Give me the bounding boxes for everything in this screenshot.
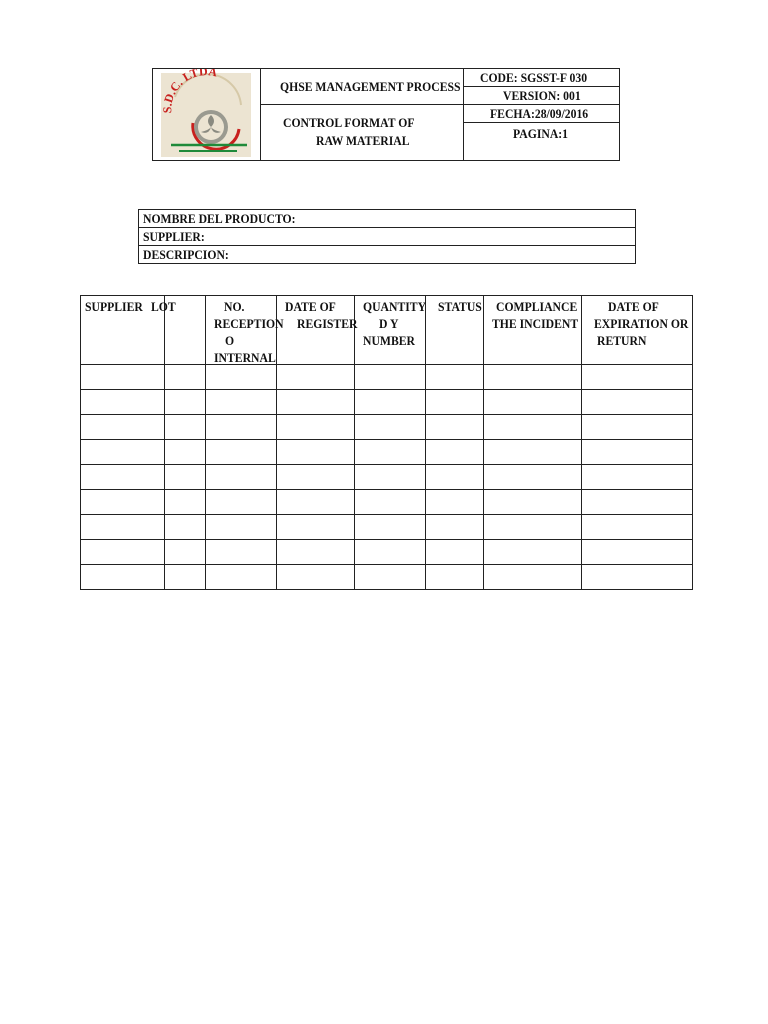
column-header-text: QUANTITY [363, 299, 427, 314]
table-row [81, 440, 693, 465]
product-info-box [138, 209, 636, 264]
cell-compliance[interactable] [484, 465, 582, 490]
column-header-text: EXPIRATION OR [594, 316, 689, 331]
column-header-text: O [225, 333, 235, 348]
column-header-lot [151, 296, 206, 365]
cell-compliance[interactable] [484, 365, 582, 390]
cell-status[interactable] [426, 440, 484, 465]
column-header-expiration [582, 296, 693, 365]
cell-date-register[interactable] [277, 390, 355, 415]
cell-quantity[interactable] [355, 565, 426, 590]
table-row [81, 365, 693, 390]
cell-date-register[interactable] [277, 415, 355, 440]
doc-version: VERSION: 001 [503, 88, 581, 103]
column-header-text: NUMBER [363, 333, 416, 348]
cell-expiration[interactable] [582, 465, 693, 490]
column-header-text: INTERNAL [214, 350, 276, 365]
cell-expiration[interactable] [582, 390, 693, 415]
cell-date-register[interactable] [277, 490, 355, 515]
column-header-text: THE INCIDENT [492, 316, 579, 331]
cell-supplier[interactable] [81, 390, 165, 415]
column-header-text: REGISTER [297, 316, 358, 331]
cell-quantity[interactable] [355, 440, 426, 465]
cell-quantity[interactable] [355, 490, 426, 515]
column-header-text: STATUS [438, 299, 482, 314]
column-header-text: D Y [379, 316, 399, 331]
cell-status[interactable] [426, 390, 484, 415]
cell-date-register[interactable] [277, 515, 355, 540]
cell-compliance[interactable] [484, 440, 582, 465]
cell-reception[interactable] [206, 515, 277, 540]
cell-lot[interactable] [165, 440, 206, 465]
cell-status[interactable] [426, 490, 484, 515]
cell-reception[interactable] [206, 365, 277, 390]
cell-compliance[interactable] [484, 515, 582, 540]
table-row [81, 540, 693, 565]
column-header-status [426, 296, 484, 365]
cell-expiration[interactable] [582, 490, 693, 515]
column-header-quantity [355, 296, 426, 365]
cell-expiration[interactable] [582, 565, 693, 590]
title-cell [260, 69, 464, 160]
column-header-text: RECEPTION [214, 316, 284, 331]
cell-date-register[interactable] [277, 540, 355, 565]
cell-date-register[interactable] [277, 465, 355, 490]
document-header [152, 68, 620, 161]
column-header-text: SUPPLIER [85, 299, 143, 314]
cell-supplier[interactable] [81, 415, 165, 440]
logo-cell [153, 69, 261, 160]
cell-compliance[interactable] [484, 415, 582, 440]
cell-date-register[interactable] [277, 440, 355, 465]
cell-quantity[interactable] [355, 390, 426, 415]
form-title-line2: RAW MATERIAL [316, 133, 410, 148]
cell-quantity[interactable] [355, 415, 426, 440]
cell-lot[interactable] [165, 465, 206, 490]
cell-quantity[interactable] [355, 365, 426, 390]
cell-quantity[interactable] [355, 465, 426, 490]
supplier-row[interactable] [139, 228, 635, 246]
cell-supplier[interactable] [81, 515, 165, 540]
column-header-compliance [484, 296, 582, 365]
cell-compliance[interactable] [484, 565, 582, 590]
cell-status[interactable] [426, 515, 484, 540]
cell-quantity[interactable] [355, 515, 426, 540]
cell-expiration[interactable] [582, 440, 693, 465]
doc-code: CODE: SGSST-F 030 [480, 70, 588, 85]
product-name-row[interactable] [139, 210, 635, 228]
svg-text:S.D.C. LTDA: S.D.C. LTDA [160, 69, 219, 114]
cell-reception[interactable] [206, 415, 277, 440]
column-header-text: DATE OF [285, 299, 336, 314]
column-header-text: NO. [224, 299, 245, 314]
table-row [81, 465, 693, 490]
cell-lot[interactable] [165, 540, 206, 565]
document-meta [463, 69, 619, 160]
cell-supplier[interactable] [81, 540, 165, 565]
product-name-label: NOMBRE DEL PRODUCTO: [143, 211, 296, 226]
doc-page: PAGINA:1 [513, 126, 569, 141]
company-logo [153, 69, 260, 160]
cell-supplier[interactable] [81, 490, 165, 515]
cell-reception[interactable] [206, 490, 277, 515]
cell-status[interactable] [426, 415, 484, 440]
table-header-row [81, 296, 693, 365]
form-title-line1: CONTROL FORMAT OF [283, 115, 415, 130]
cell-compliance[interactable] [484, 490, 582, 515]
cell-status[interactable] [426, 465, 484, 490]
raw-material-table [80, 295, 693, 590]
description-label: DESCRIPCION: [143, 247, 229, 262]
column-header-text: LOT [151, 299, 176, 314]
cell-status[interactable] [426, 540, 484, 565]
process-title: QHSE MANAGEMENT PROCESS [280, 79, 461, 94]
cell-status[interactable] [426, 565, 484, 590]
cell-expiration[interactable] [582, 415, 693, 440]
table-row [81, 390, 693, 415]
cell-lot[interactable] [165, 365, 206, 390]
cell-reception[interactable] [206, 390, 277, 415]
cell-lot[interactable] [165, 565, 206, 590]
table-row [81, 515, 693, 540]
cell-reception[interactable] [206, 465, 277, 490]
cell-lot[interactable] [165, 415, 206, 440]
cell-quantity[interactable] [355, 540, 426, 565]
cell-lot[interactable] [165, 515, 206, 540]
cell-reception[interactable] [206, 440, 277, 465]
cell-date-register[interactable] [277, 365, 355, 390]
cell-lot[interactable] [165, 390, 206, 415]
column-header-text: DATE OF [608, 299, 659, 314]
doc-date: FECHA:28/09/2016 [490, 106, 589, 121]
table-row [81, 490, 693, 515]
cell-lot[interactable] [165, 490, 206, 515]
cell-supplier[interactable] [81, 440, 165, 465]
cell-expiration[interactable] [582, 515, 693, 540]
cell-status[interactable] [426, 365, 484, 390]
column-header-date-register [277, 296, 358, 365]
column-header-text: COMPLIANCE [496, 299, 578, 314]
cell-compliance[interactable] [484, 390, 582, 415]
column-header-text: RETURN [597, 333, 647, 348]
table-row [81, 565, 693, 590]
cell-expiration[interactable] [582, 365, 693, 390]
description-row[interactable] [139, 246, 635, 264]
column-header-reception [206, 296, 284, 365]
cell-supplier[interactable] [81, 565, 165, 590]
table-row [81, 415, 693, 440]
cell-date-register[interactable] [277, 565, 355, 590]
cell-compliance[interactable] [484, 540, 582, 565]
cell-supplier[interactable] [81, 365, 165, 390]
cell-reception[interactable] [206, 540, 277, 565]
supplier-label: SUPPLIER: [143, 229, 205, 244]
cell-expiration[interactable] [582, 540, 693, 565]
cell-supplier[interactable] [81, 465, 165, 490]
cell-reception[interactable] [206, 565, 277, 590]
